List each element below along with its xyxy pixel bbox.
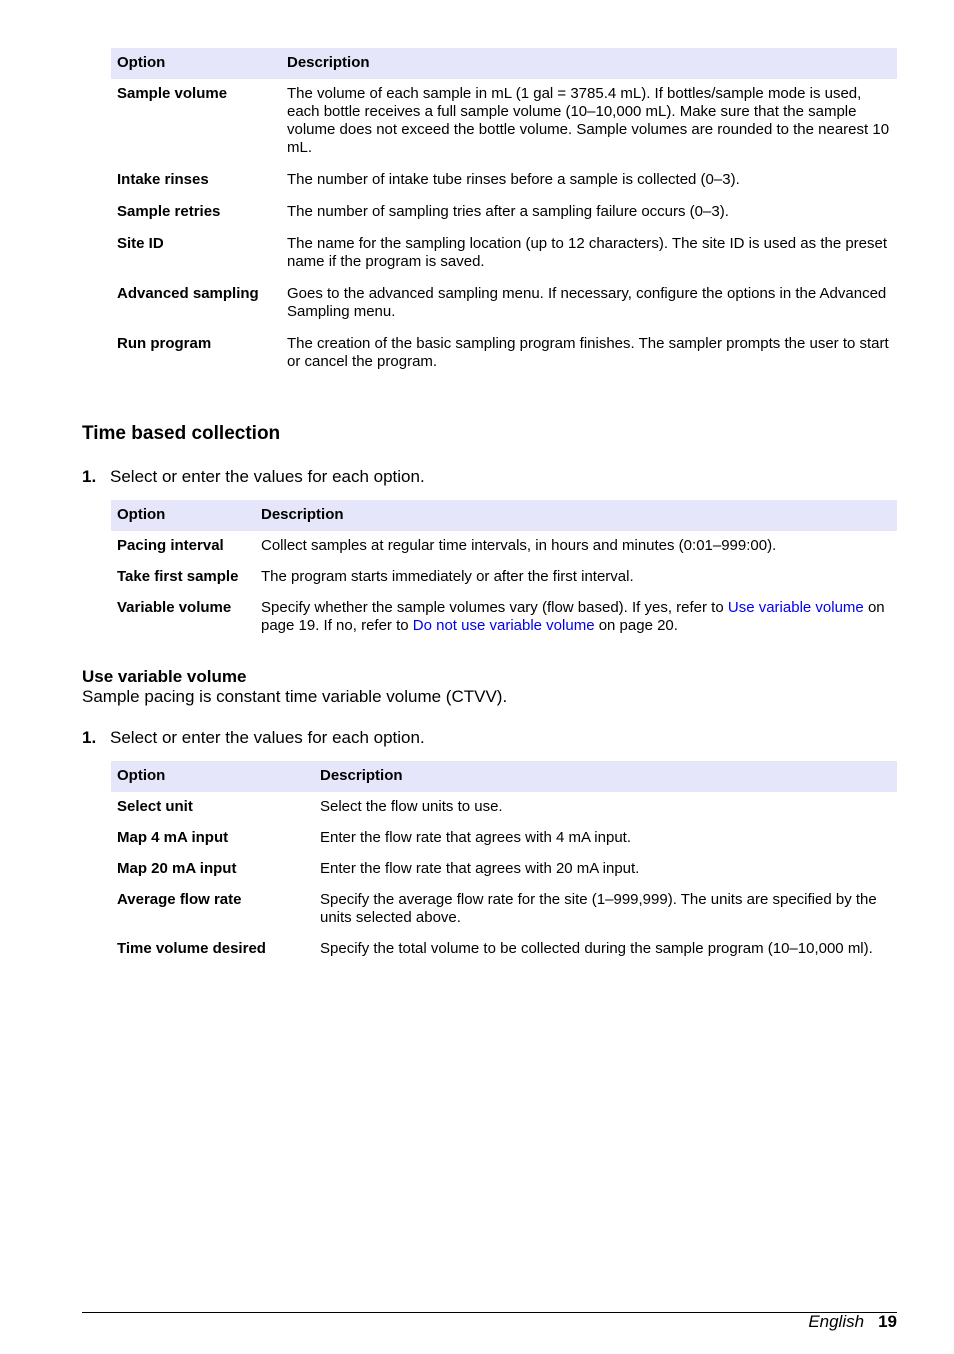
section-heading-use-variable-volume: Use variable volume <box>82 667 247 686</box>
footer-divider <box>82 1312 897 1313</box>
table-row <box>111 279 897 329</box>
option-description: The program starts immediately or after the first interval. <box>261 568 634 585</box>
option-name: Sample retries <box>117 203 221 220</box>
table-row <box>111 823 897 854</box>
option-description: Enter the flow rate that agrees with 4 mA input. <box>320 829 632 846</box>
option-description: Enter the flow rate that agrees with 20 mA input. <box>320 860 640 877</box>
option-description: Specify the total volume to be collected during the sample program (10–10,000 ml). <box>320 940 873 957</box>
column-header-option: Option <box>111 761 314 792</box>
option-description: The number of sampling tries after a sampling failure occurs (0–3). <box>287 203 729 220</box>
option-name: Time volume desired <box>117 940 266 957</box>
table-row <box>111 593 897 642</box>
column-header-description: Description <box>314 761 897 792</box>
options-table-variable-volume <box>111 761 897 965</box>
option-description: Collect samples at regular time intervals, in hours and minutes (0:01–999:00). <box>261 537 777 554</box>
page-footer <box>808 1312 897 1332</box>
step-number: 1. <box>82 728 97 747</box>
table-row <box>111 885 897 934</box>
option-description <box>255 593 897 642</box>
option-description: The creation of the basic sampling program finishes. The sampler prompts the user to start or cancel the program. <box>287 335 889 370</box>
table-header-row <box>111 500 897 531</box>
section-heading-time-based-collection: Time based collection <box>82 423 281 444</box>
option-description: The volume of each sample in mL (1 gal = 3785.4 mL). If bottles/sample mode is used, each bottle receives a full sample volume (10–10,000 mL). Make sure that the sample volume does not exceed the bottle volume. Sample volumes are rounded to the nearest 10 mL. <box>287 85 890 156</box>
link-do-not-use-variable-volume[interactable]: Do not use variable volume <box>412 617 595 634</box>
option-name: Sample volume <box>117 85 228 102</box>
option-description: Goes to the advanced sampling menu. If necessary, configure the options in the Advanced Sampling menu. <box>287 285 887 320</box>
table-row <box>111 329 897 379</box>
options-table-basic <box>111 48 897 379</box>
option-description: The name for the sampling location (up to 12 characters). The site ID is used as the preset name if the program is saved. <box>287 235 888 270</box>
column-header-option: Option <box>111 48 281 79</box>
options-table-time-based <box>111 500 897 642</box>
option-name: Intake rinses <box>117 171 209 188</box>
table-row <box>111 79 897 165</box>
description-text: Specify whether the sample volumes vary (flow based). If yes, refer to <box>261 599 728 616</box>
column-header-option: Option <box>111 500 255 531</box>
step-text: Select or enter the values for each option. <box>110 728 425 747</box>
option-name: Take first sample <box>117 568 239 585</box>
section-paragraph: Sample pacing is constant time variable volume (CTVV). <box>82 687 508 706</box>
table-row <box>111 531 897 562</box>
column-header-description: Description <box>255 500 897 531</box>
table-header-row <box>111 761 897 792</box>
table-row <box>111 165 897 197</box>
step-item <box>82 467 425 487</box>
table-row <box>111 854 897 885</box>
option-name: Run program <box>117 335 212 352</box>
step-item <box>82 728 425 748</box>
option-name: Map 20 mA input <box>117 860 237 877</box>
step-number: 1. <box>82 467 97 486</box>
table-row <box>111 197 897 229</box>
option-name: Site ID <box>117 235 164 252</box>
table-row <box>111 934 897 965</box>
description-text: on page 20. <box>594 617 678 634</box>
option-name: Select unit <box>117 798 193 815</box>
table-row <box>111 792 897 823</box>
table-header-row <box>111 48 897 79</box>
option-name: Variable volume <box>117 599 232 616</box>
option-name: Average flow rate <box>117 891 242 908</box>
option-description: The number of intake tube rinses before a sample is collected (0–3). <box>287 171 740 188</box>
column-header-description: Description <box>281 48 897 79</box>
description-text: on page 19. If no, refer to <box>261 599 885 634</box>
option-name: Pacing interval <box>117 537 224 554</box>
option-description: Specify the average flow rate for the site (1–999,999). The units are specified by the units selected above. <box>320 891 877 926</box>
link-use-variable-volume[interactable]: Use variable volume <box>727 599 864 616</box>
option-description: Select the flow units to use. <box>320 798 503 815</box>
option-name: Map 4 mA input <box>117 829 229 846</box>
option-name: Advanced sampling <box>117 285 259 302</box>
table-row <box>111 229 897 279</box>
page-number: 19 <box>878 1312 897 1331</box>
step-text: Select or enter the values for each option. <box>110 467 425 486</box>
table-row <box>111 562 897 593</box>
footer-language: English <box>808 1312 865 1331</box>
